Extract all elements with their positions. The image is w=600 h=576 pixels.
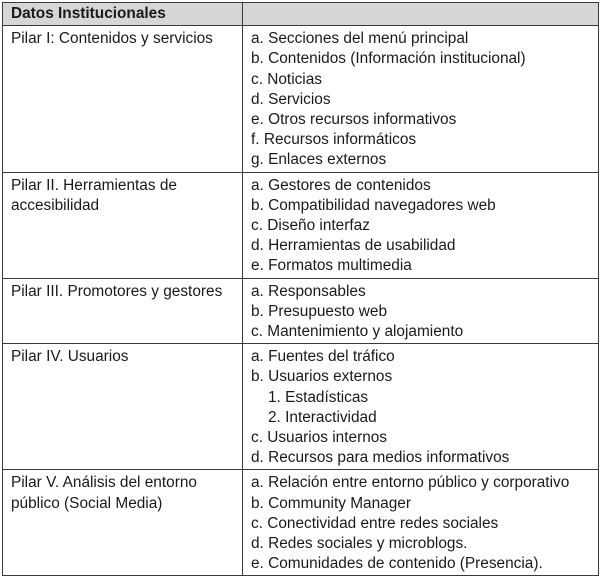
list-item: a. Gestores de contenidos <box>251 176 431 194</box>
pillar-name: Pilar III. Promotores y gestores <box>11 282 223 300</box>
pillar-name: Pilar V. Análisis del entorno público (Social Media) <box>11 474 197 512</box>
pillar-cell <box>3 470 243 576</box>
table-row <box>3 26 599 172</box>
items-cell <box>243 26 599 172</box>
list-item: c. Usuarios internos <box>251 429 388 447</box>
list-item: d. Redes sociales y microblogs. <box>251 535 468 553</box>
pillar-cell <box>3 344 243 470</box>
table-header-row <box>3 3 599 26</box>
list-item: d. Servicios <box>251 90 331 108</box>
list-item: a. Secciones del menú principal <box>251 30 469 48</box>
header-title: Datos Institucionales <box>3 3 243 26</box>
table-row <box>3 278 599 344</box>
list-item: d. Herramientas de usabilidad <box>251 237 456 255</box>
list-item: e. Comunidades de contenido (Presencia). <box>251 555 543 573</box>
pillar-cell <box>3 26 243 172</box>
table-row <box>3 344 599 470</box>
pillar-name: Pilar IV. Usuarios <box>11 348 129 366</box>
list-item: c. Mantenimiento y alojamiento <box>251 323 464 341</box>
sub-list-item: 1. Estadísticas <box>268 388 369 406</box>
list-item: e. Otros recursos informativos <box>251 111 457 129</box>
sub-list-item: 2. Interactividad <box>268 408 377 426</box>
list-item: g. Enlaces externos <box>251 151 387 169</box>
list-item: a. Fuentes del tráfico <box>251 348 395 366</box>
list-item: c. Conectividad entre redes sociales <box>251 514 499 532</box>
list-item: a. Responsables <box>251 282 366 300</box>
pillar-name: Pilar II. Herramientas de accesibilidad <box>11 176 177 214</box>
list-item: b. Community Manager <box>251 494 411 512</box>
items-cell <box>243 344 599 470</box>
list-item: c. Noticias <box>251 70 322 88</box>
pillars-table <box>2 2 599 576</box>
items-cell <box>243 470 599 576</box>
table-row <box>3 172 599 278</box>
list-item: b. Compatibilidad navegadores web <box>251 196 496 214</box>
items-cell <box>243 278 599 344</box>
table-row <box>3 470 599 576</box>
header-empty <box>243 3 599 26</box>
list-item: e. Formatos multimedia <box>251 257 412 275</box>
list-item: b. Contenidos (Información institucional) <box>251 50 526 68</box>
list-item: b. Presupuesto web <box>251 302 388 320</box>
pillar-name: Pilar I: Contenidos y servicios <box>11 30 213 48</box>
pillar-cell <box>3 172 243 278</box>
list-item: b. Usuarios externos <box>251 368 393 386</box>
list-item: f. Recursos informáticos <box>251 131 417 149</box>
list-item: c. Diseño interfaz <box>251 217 370 235</box>
items-cell <box>243 172 599 278</box>
list-item: d. Recursos para medios informativos <box>251 449 510 467</box>
pillar-cell <box>3 278 243 344</box>
list-item: a. Relación entre entorno público y corporativo <box>251 474 570 492</box>
